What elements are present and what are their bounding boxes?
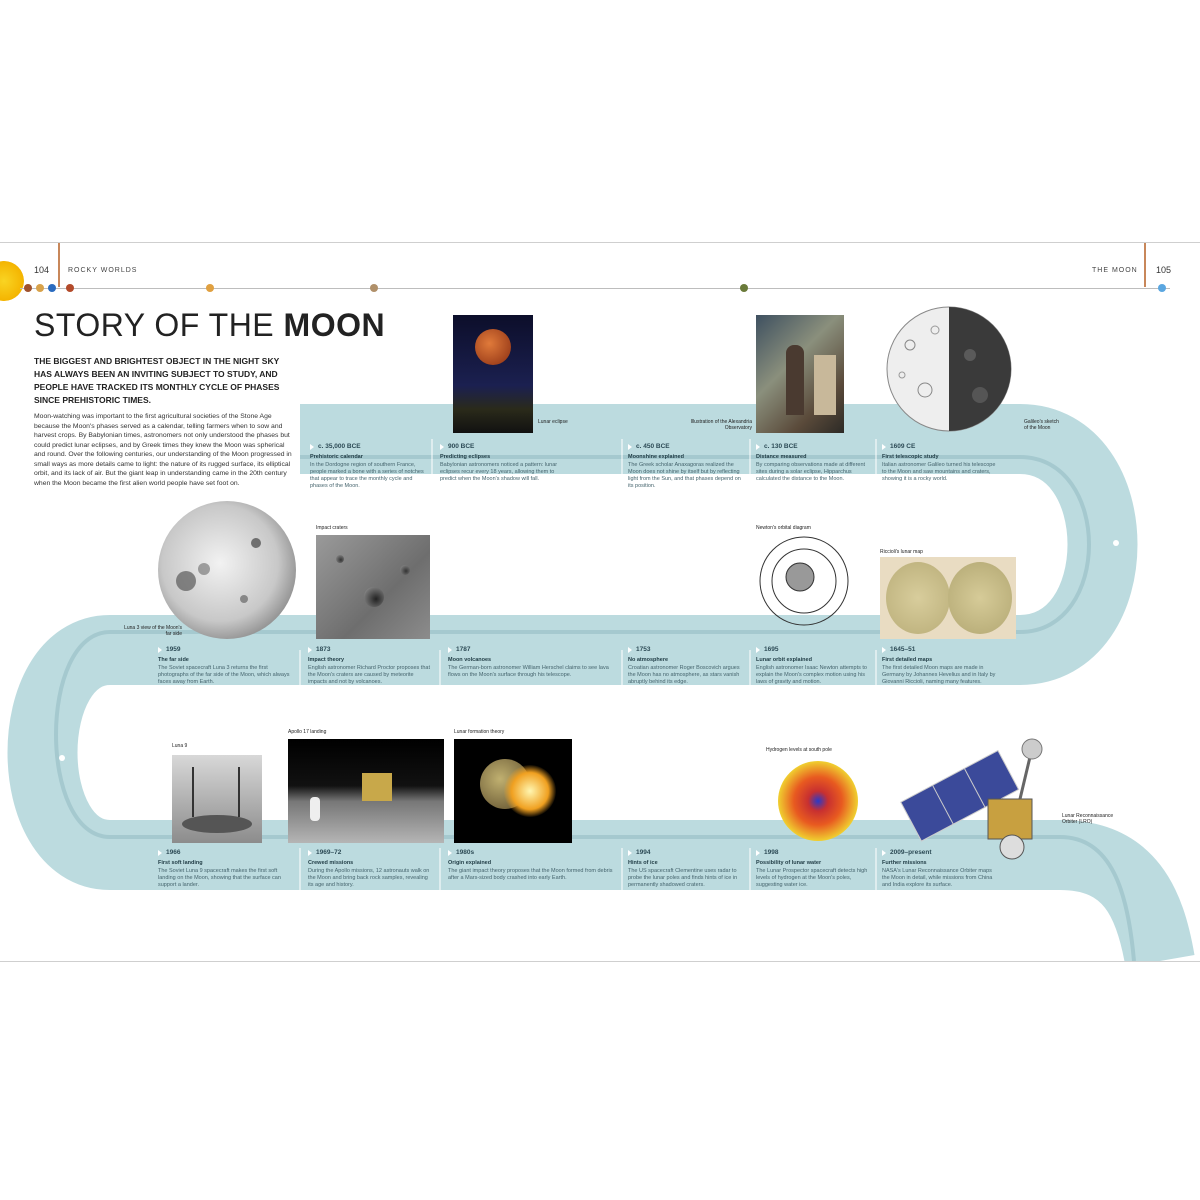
- hydrogen-map: [776, 759, 860, 843]
- riccioli-moon-map: [880, 557, 1016, 639]
- intro-body: Moon-watching was important to the first agricultural societies of the Stone Age because the Moon's phases served as a calendar, telling farmers when to sow and harvest crops. By Babylonian times, astronomers not only understood the phases but could predict lunar eclipses, and by Greek times they knew the Moon was spherical and round. Over the following centuries, our understanding of the Moon progressed in small ways as more details came to light: the nature of its rugged surface, its elliptical orbit, and its lack of air. But the giant leap in understanding came in the 20th century when the Moon became the first alien world people have set foot on.: [34, 413, 292, 487]
- luna9-image: [172, 755, 262, 843]
- caption-craters: Impact craters: [316, 525, 348, 531]
- timeline-event: 1873 Impact theory English astronomer Richard Proctor proposes that the Moon's craters are caused by meteorite impacts and not by volcanoes.: [308, 646, 434, 686]
- timeline-event: 1966 First soft landing The Soviet Luna 9 spacecraft makes the first soft landing on the Moon, showing that the surface can support a lander.: [158, 849, 290, 889]
- caption-newton: Newton's orbital diagram: [756, 525, 811, 531]
- caption-lro: Lunar Reconnaissance Orbiter (LRO): [1062, 813, 1114, 825]
- timeline-event: c. 130 BCE Distance measured By comparing observations made at different sites during a solar eclipse, Hipparchus calculated the distance to the Moon.: [756, 443, 874, 483]
- apollo-landing-image: [288, 739, 444, 843]
- caption-impact: Lunar formation theory: [454, 729, 505, 735]
- caption-hydrogen: Hydrogen levels at south pole: [766, 747, 832, 753]
- luna3-far-side-image: [156, 499, 298, 641]
- timeline-event: 1787 Moon volcanoes The German-born astronomer William Herschel claims to see lava flows on the Moon's surface through his telescope.: [448, 646, 616, 679]
- caption-luna3: Luna 3 view of the Moon's far side: [124, 625, 182, 637]
- page-number-right: 105: [1156, 265, 1172, 275]
- lro-spacecraft-image: [892, 727, 1064, 867]
- caption-riccioli: Riccioli's lunar map: [880, 549, 923, 555]
- timeline-event: 1998 Possibility of lunar water The Lunar Prospector spacecraft detects high levels of hydrogen at the Moon's poles, suggesting water ice.: [756, 849, 874, 889]
- timeline-event: 1980s Origin explained The giant impact theory proposes that the Moon formed from debris after a Mars-sized body crashed into early Earth.: [448, 849, 616, 882]
- page-title: STORY OF THE MOON: [34, 307, 386, 343]
- caption-eclipse: Lunar eclipse: [538, 419, 568, 425]
- impact-theory-image: [454, 739, 572, 843]
- timeline-event: 1994 Hints of ice The US spacecraft Clementine uses radar to probe the lunar poles and finds hints of ice in permanently shadowed craters.: [628, 849, 746, 889]
- newton-orbit-diagram: [756, 533, 852, 629]
- impact-craters-image: [316, 535, 430, 639]
- galileo-moon-sketch: [880, 305, 1018, 433]
- timeline-event: c. 450 BCE Moonshine explained The Greek scholar Anaxagoras realized the Moon does not shine by itself but by reflecting light from the Sun, and that phases depend on its position.: [628, 443, 746, 490]
- timeline-event: 1753 No atmosphere Croatian astronomer Roger Boscovich argues the Moon has no atmosphere, as stars vanish abruptly behind its edge.: [628, 646, 746, 686]
- book-spread: [0, 242, 1200, 962]
- page-number-left: 104: [34, 265, 50, 275]
- hipparchus-illustration: [756, 315, 844, 433]
- section-title-left: ROCKY WORLDS: [68, 267, 138, 274]
- timeline-event: 1645–51 First detailed maps The first detailed Moon maps are made in Germany by Johannes Hevelius and in Italy by Giovanni Riccioli, naming many features.: [882, 646, 1000, 686]
- section-title-right: THE MOON: [1092, 267, 1138, 274]
- timeline-event: c. 35,000 BCE Prehistoric calendar In the Dordogne region of southern France, people marked a bone with a series of notches that appear to trace the monthly cycle and phases of the Moon.: [310, 443, 428, 490]
- timeline-event: 2009–present Further missions NASA's Lunar Reconnaissance Orbiter maps the Moon in detail, while missions from China and India explore its surface.: [882, 849, 1000, 889]
- timeline-event: 1609 CE First telescopic study Italian astronomer Galileo turned his telescope to the Moon and saw mountains and craters, showing it is a rocky world.: [882, 443, 1000, 483]
- caption-galileo: Galileo's sketch of the Moon: [1024, 419, 1059, 431]
- timeline-event: 1969–72 Crewed missions During the Apollo missions, 12 astronauts walk on the Moon and bring back rock samples, revealing its age and history.: [308, 849, 434, 889]
- caption-apollo: Apollo 17 landing: [288, 729, 327, 735]
- caption-hipparchus: Illustration of the Alexandria Observatory: [690, 419, 752, 431]
- timeline-event: 1695 Lunar orbit explained English astronomer Isaac Newton attempts to explain the Moon's complex motion using his laws of gravity and motion.: [756, 646, 874, 686]
- lunar-eclipse-image: [453, 315, 533, 433]
- caption-luna9: Luna 9: [172, 743, 188, 749]
- timeline-event: 900 BCE Predicting eclipses Babylonian astronomers noticed a pattern: lunar eclipses recur every 18 years, allowing them to predict when the Moon's shadow will fall.: [440, 443, 558, 482]
- timeline-event: 1959 The far side The Soviet spacecraft Luna 3 returns the first photographs of the far side of the Moon, which always faces away from Earth.: [158, 646, 290, 685]
- intro-lead: THE BIGGEST AND BRIGHTEST OBJECT IN THE NIGHT SKY HAS ALWAYS BEEN AN INVITING SUBJECT TO STUDY, AND PEOPLE HAVE TRACKED ITS MONTHLY CYCLE OF PHASES SINCE PREHISTORIC TIMES.: [34, 356, 280, 405]
